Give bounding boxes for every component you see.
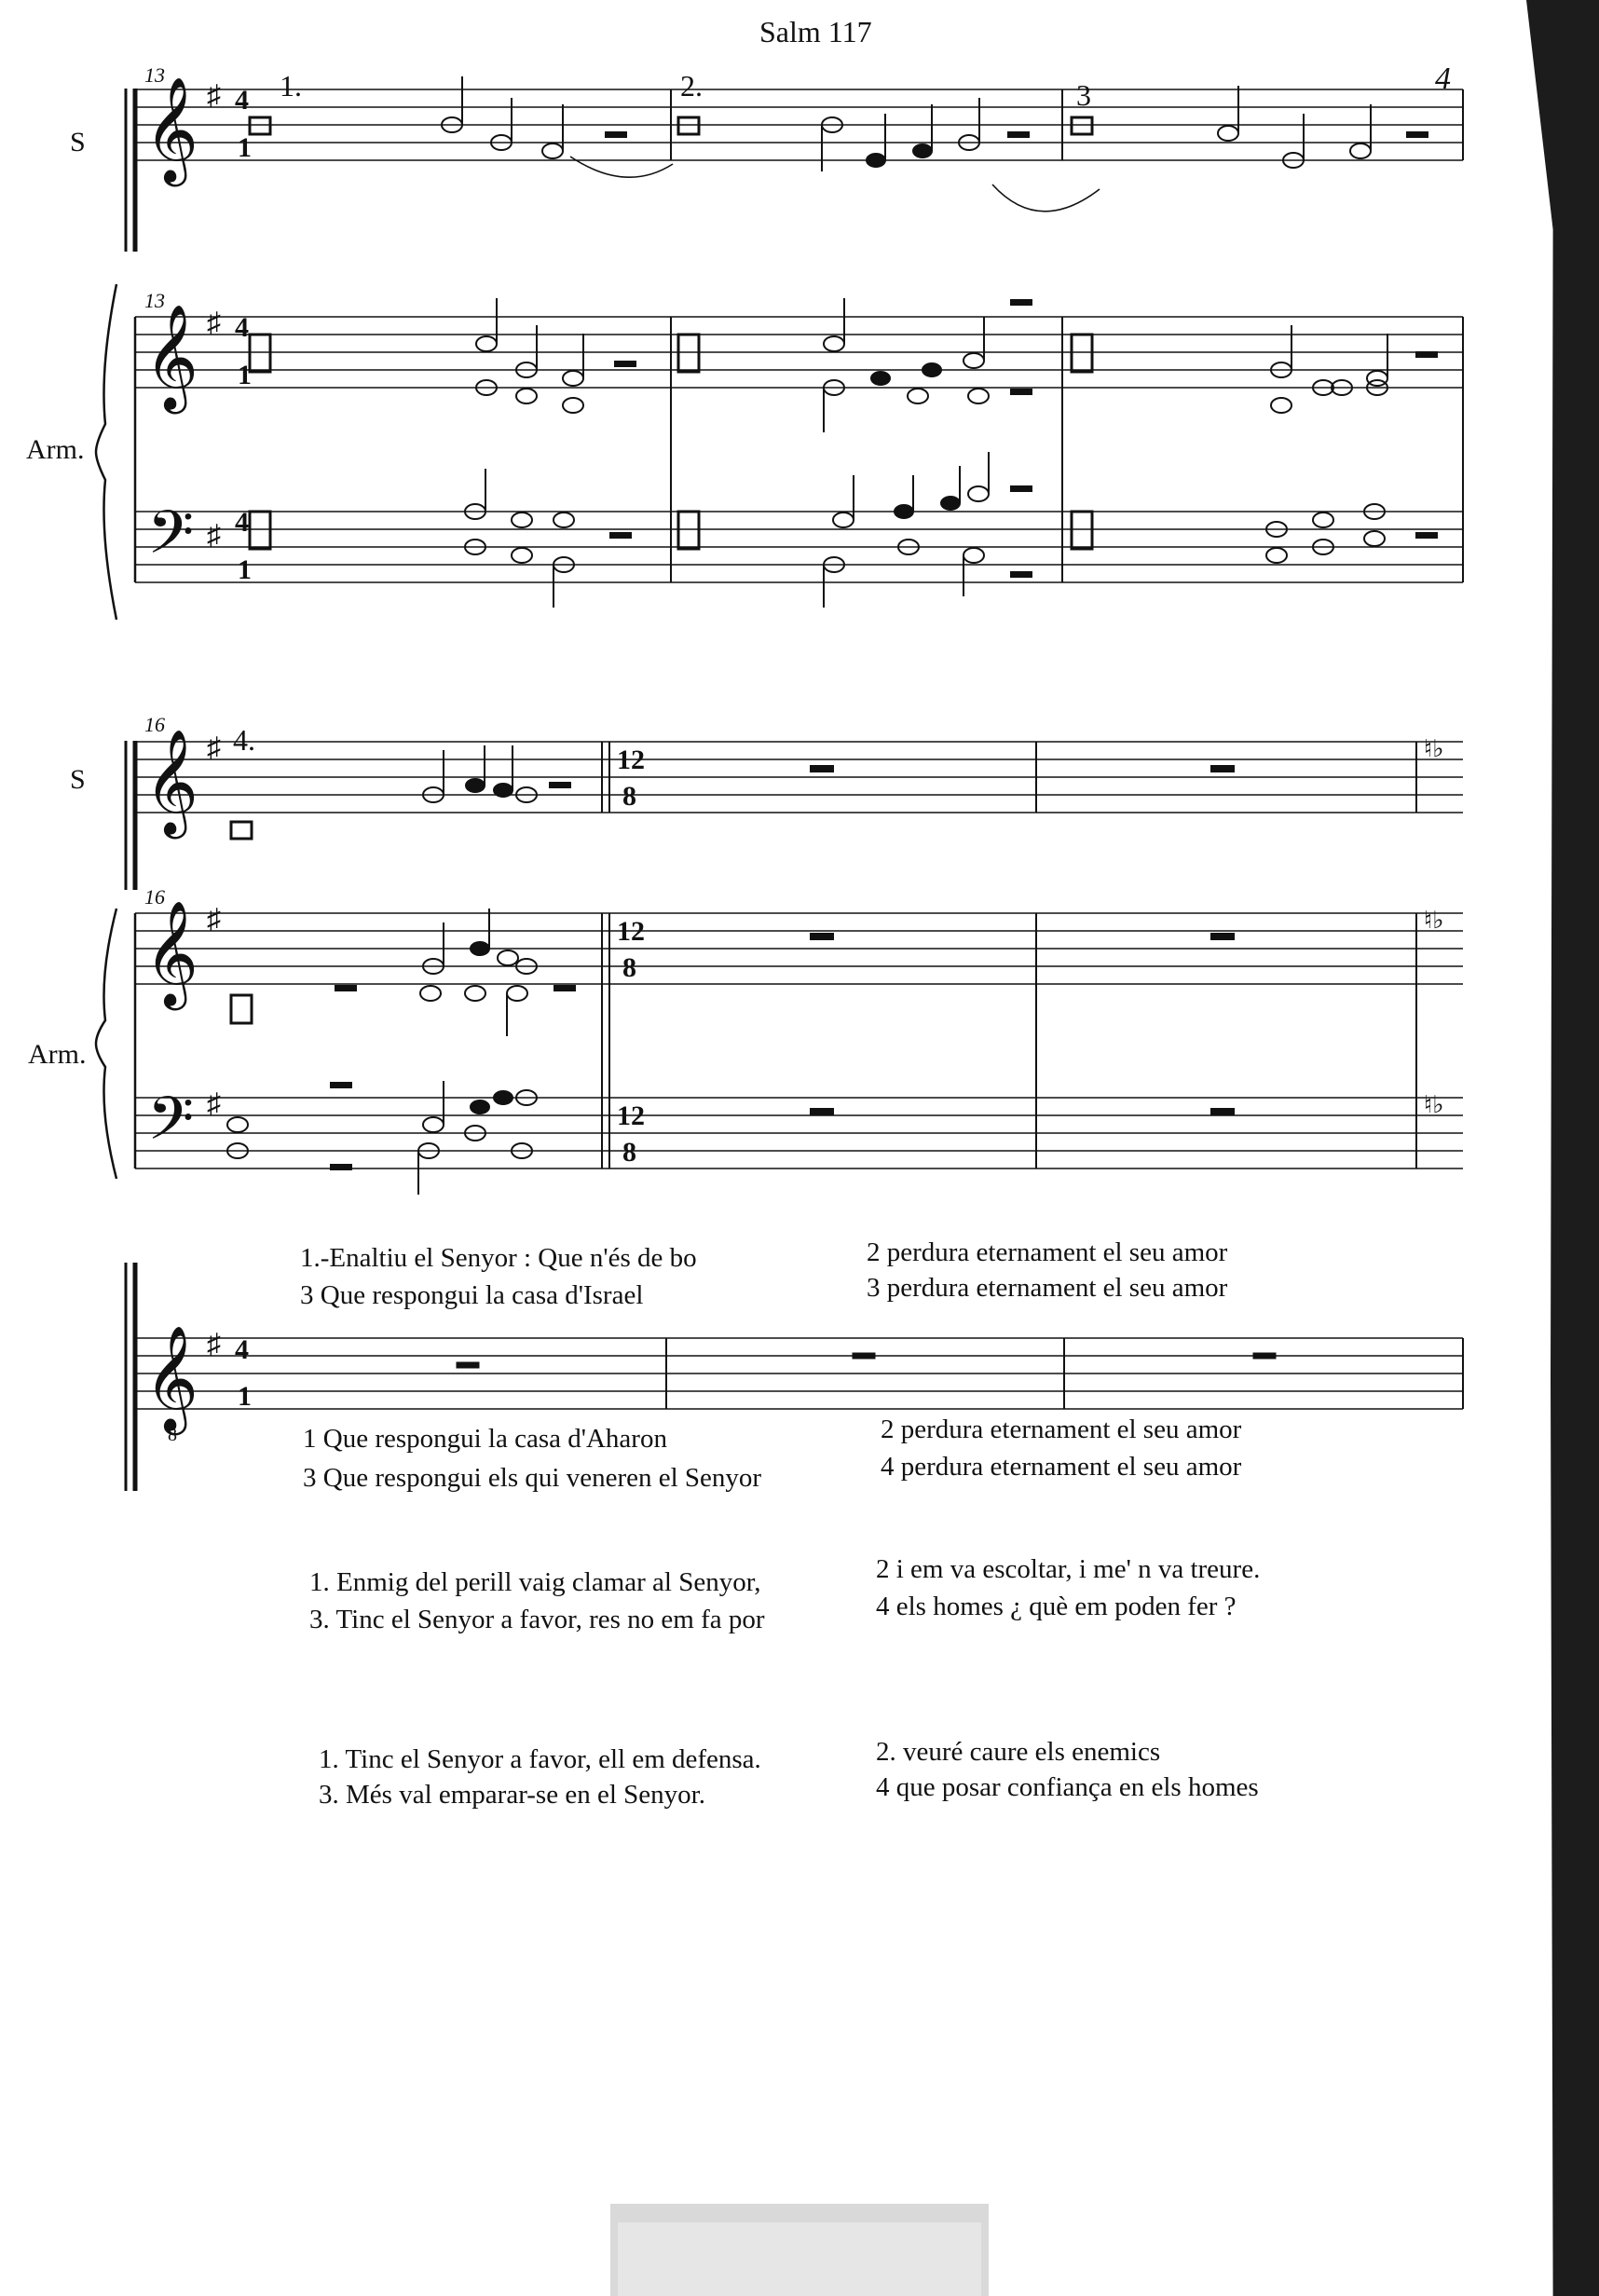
lyric-b3-r2: 4 els homes ¿ què em poden fer ?: [876, 1592, 1237, 1621]
soprano-notes-1: [250, 76, 1428, 212]
verse-marker-1: 1.: [280, 69, 302, 102]
lyric-b2-r2: 4 perdura eternament el seu amor: [881, 1452, 1242, 1482]
time-sig-bottom-s1: 1: [238, 132, 252, 163]
svg-text:♮♭: ♮♭: [1424, 1091, 1444, 1118]
accomp-label-1: Arm.: [26, 434, 85, 465]
time-sig-top-s2: 12: [617, 745, 645, 775]
time-sig-bottom-b1: 1: [238, 554, 252, 585]
lyric-b2-r1: 2 perdura eternament el seu amor: [881, 1414, 1242, 1444]
lyric-b4-l2: 3. Més val emparar-se en el Senyor.: [319, 1780, 705, 1810]
system-2: [96, 730, 1463, 1195]
svg-text:𝄞: 𝄞: [144, 732, 198, 833]
system-1: [96, 76, 1463, 620]
time-sig-top-s3: 4: [235, 1334, 249, 1365]
svg-text:♯: ♯: [207, 80, 221, 111]
svg-text:♯: ♯: [207, 1329, 221, 1360]
time-sig-bottom-s2: 8: [622, 781, 636, 812]
measure-number-16-soprano: 16: [144, 713, 165, 736]
piano-treble-staff-2: [135, 913, 1463, 984]
time-sig-top-b2: 12: [617, 1100, 645, 1131]
lyric-b1-l2: 3 Que respongui la casa d'Israel: [300, 1280, 644, 1310]
time-sig-top-s1: 4: [235, 85, 249, 116]
time-sig-top-p2: 12: [617, 916, 645, 947]
piano-bass-staff-1: [135, 512, 1463, 582]
lyric-b1-l1: 1.-Enaltiu el Senyor : Que n'és de bo: [300, 1243, 697, 1273]
measure-number-13-piano: 13: [144, 289, 165, 312]
lyric-b4-l1: 1. Tinc el Senyor a favor, ell em defensa.: [319, 1744, 761, 1774]
lyric-b4-r2: 4 que posar confiança en els homes: [876, 1772, 1259, 1802]
page-title: Salm 117: [759, 15, 872, 48]
lyric-b3-r1: 2 i em va escoltar, i me' n va treure.: [876, 1554, 1261, 1584]
chant-staff: [135, 1338, 1463, 1409]
svg-text:♮♭: ♮♭: [1424, 735, 1444, 762]
verse-marker-4: 4.: [233, 723, 255, 757]
measure-number-13-soprano: 13: [144, 63, 165, 87]
lyric-b3-l2: 3. Tinc el Senyor a favor, res no em fa por: [309, 1605, 765, 1634]
svg-text:𝄞: 𝄞: [144, 1329, 198, 1429]
soprano-staff-1: [135, 89, 1463, 160]
lyric-b3-l1: 1. Enmig del perill vaig clamar al Senyor,: [309, 1567, 761, 1597]
verse-marker-3: 3: [1076, 78, 1091, 112]
svg-text:♯: ♯: [207, 904, 221, 935]
svg-text:♯: ♯: [207, 520, 221, 551]
svg-text:♯: ♯: [207, 1088, 221, 1119]
time-sig-bottom-b2: 8: [622, 1137, 636, 1168]
svg-text:♯: ♯: [207, 732, 221, 763]
piano-treble-notes-1: [250, 298, 1437, 432]
accomp-label-2: Arm.: [28, 1039, 87, 1070]
lyric-b2-l2: 3 Que respongui els qui veneren el Senyor: [303, 1463, 762, 1493]
svg-text:♯: ♯: [207, 308, 221, 338]
time-sig-bottom-p2: 8: [622, 952, 636, 983]
lyric-b2-l1: 1 Que respongui la casa d'Aharon: [303, 1424, 667, 1454]
piano-bass-staff-2: [135, 1098, 1463, 1168]
verse-marker-2: 2.: [680, 69, 703, 102]
piano-treble-staff-1: [135, 317, 1463, 388]
lyric-b1-r1: 2 perdura eternament el seu amor: [867, 1237, 1228, 1267]
svg-text:♮♭: ♮♭: [1424, 907, 1444, 934]
piano-treble-notes-2: [231, 909, 1234, 1036]
time-sig-top-b1: 4: [235, 507, 249, 538]
svg-text:𝄞: 𝄞: [144, 80, 198, 181]
time-sig-bottom-p1: 1: [238, 360, 252, 390]
svg-text:𝄢: 𝄢: [147, 1086, 195, 1167]
scanner-artifact: [610, 2204, 989, 2296]
measure-number-16-piano: 16: [144, 885, 165, 909]
svg-text:𝄞: 𝄞: [144, 308, 198, 408]
svg-text:𝄢: 𝄢: [147, 499, 195, 581]
lyric-b4-r1: 2. veuré caure els enemics: [876, 1737, 1161, 1767]
lyric-b1-r2: 3 perdura eternament el seu amor: [867, 1273, 1228, 1303]
soprano-staff-2: [135, 742, 1463, 813]
time-sig-bottom-s3: 1: [238, 1381, 252, 1412]
soprano-label-2: S: [70, 764, 86, 795]
soprano-label-1: S: [70, 127, 86, 157]
time-sig-top-p1: 4: [235, 312, 249, 343]
clef-octave-mark: 8: [168, 1425, 177, 1445]
handwritten-page-mark: 4: [1435, 62, 1451, 96]
svg-text:𝄞: 𝄞: [144, 904, 198, 1004]
